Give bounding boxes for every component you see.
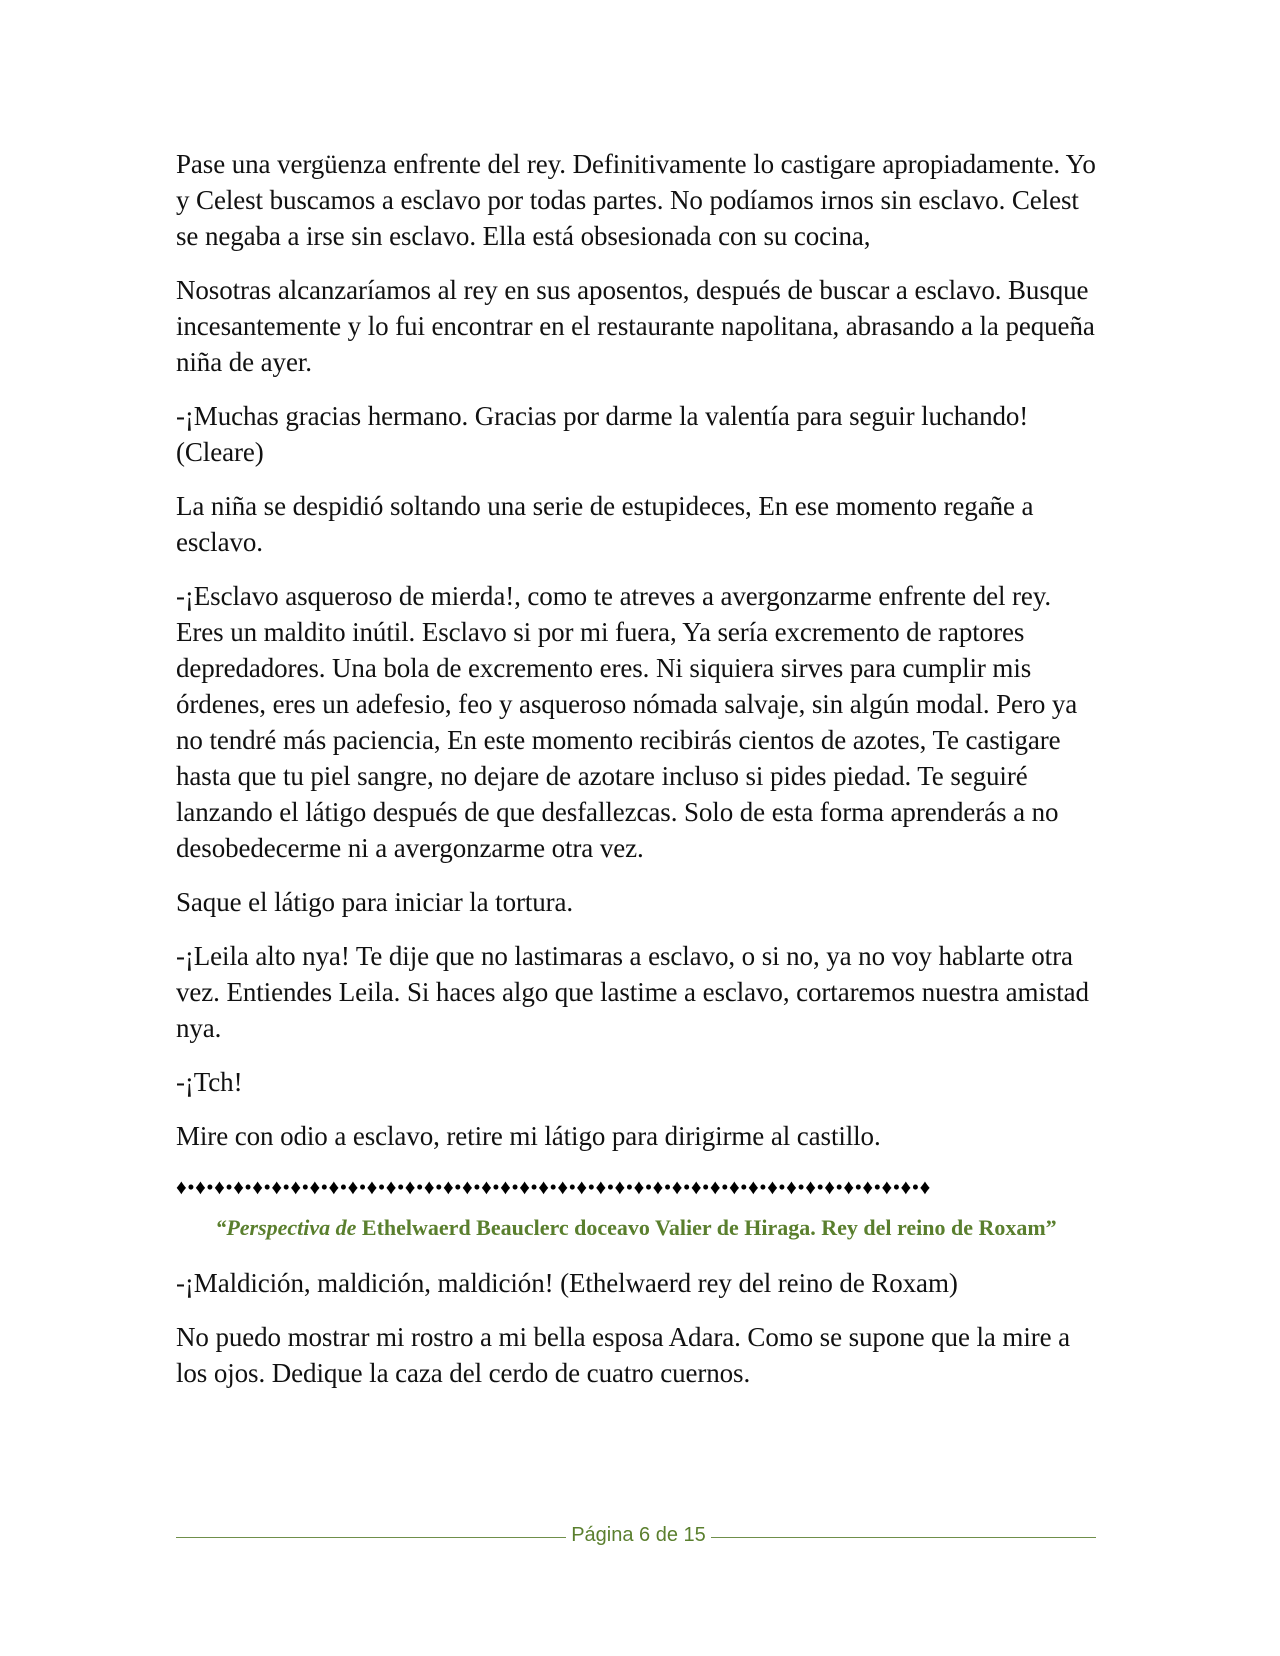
footer-rule-left bbox=[176, 1537, 566, 1538]
paragraph: -¡Maldición, maldición, maldición! (Ethelwaerd rey del reino de Roxam) bbox=[176, 1268, 958, 1298]
page-number: Página 6 de 15 bbox=[571, 1524, 706, 1546]
paragraph: -¡Muchas gracias hermano. Gracias por darme la valentía para seguir luchando! (Cleare) bbox=[176, 401, 1029, 467]
page-footer bbox=[176, 1522, 1096, 1552]
paragraph: Nosotras alcanzaríamos al rey en sus aposentos, después de buscar a esclavo. Busque incesantemente y lo fui encontrar en el restaurante napolitana, abrasando a la pequeña niña de ayer. bbox=[176, 275, 1095, 377]
perspective-heading bbox=[176, 1212, 1096, 1243]
paragraph: No puedo mostrar mi rostro a mi bella esposa Adara. Como se supone que la mire a los ojos. Dedique la caza del cerdo de cuatro cuernos. bbox=[176, 1322, 1071, 1388]
paragraph: Pase una vergüenza enfrente del rey. Definitivamente lo castigare apropiadamente. Yo y Celest buscamos a esclavo por todas partes. No podíamos irnos sin esclavo. Celest se negaba a irse sin esclavo. Ella está obsesionada con su cocina, bbox=[176, 149, 1096, 251]
paragraph: -¡Leila alto nya! Te dije que no lastimaras a esclavo, o si no, ya no voy hablarte otra vez. Entiendes Leila. Si haces algo que lastime a esclavo, cortaremos nuestra amistad nya. bbox=[176, 941, 1089, 1043]
paragraph: -¡Tch! bbox=[176, 1067, 243, 1097]
paragraph: La niña se despidió soltando una serie de estupideces, En ese momento regañe a esclavo. bbox=[176, 491, 1034, 557]
paragraph: Mire con odio a esclavo, retire mi látigo para dirigirme al castillo. bbox=[176, 1121, 881, 1151]
paragraph: Saque el látigo para iniciar la tortura. bbox=[176, 887, 574, 917]
paragraph: -¡Esclavo asqueroso de mierda!, como te atreves a avergonzarme enfrente del rey. Eres un maldito inútil. Esclavo si por mi fuera, Ya sería excremento de raptores depredadores. Una bola de excremento eres. Ni siquiera sirves para cumplir mis órdenes, eres un adefesio, feo y asqueroso nómada salvaje, sin algún modal. Pero ya no tendré más paciencia, En este momento recibirás cientos de azotes, Te castigare hasta que tu piel sangre, no dejare de azotare incluso si pides piedad. Te seguiré lanzando el látigo después de que desfallezcas. Solo de esta forma aprenderás a no desobedecerme ni a avergonzarme otra vez. bbox=[176, 581, 1078, 863]
footer-rule-right bbox=[711, 1537, 1096, 1538]
perspective-italic: “Perspectiva de bbox=[215, 1215, 357, 1240]
perspective-title: Ethelwaerd Beauclerc doceavo Valier de Hiraga. Rey del reino de Roxam” bbox=[356, 1215, 1057, 1240]
scene-divider: ♦•♦•♦•♦•♦•♦•♦•♦•♦•♦•♦•♦•♦•♦•♦•♦•♦•♦•♦•♦•♦•♦•♦•♦•♦•♦•♦•♦•♦•♦•♦•♦•♦•♦•♦•♦•♦•♦•♦•♦ bbox=[176, 1175, 931, 1199]
page-body bbox=[176, 146, 1096, 1409]
